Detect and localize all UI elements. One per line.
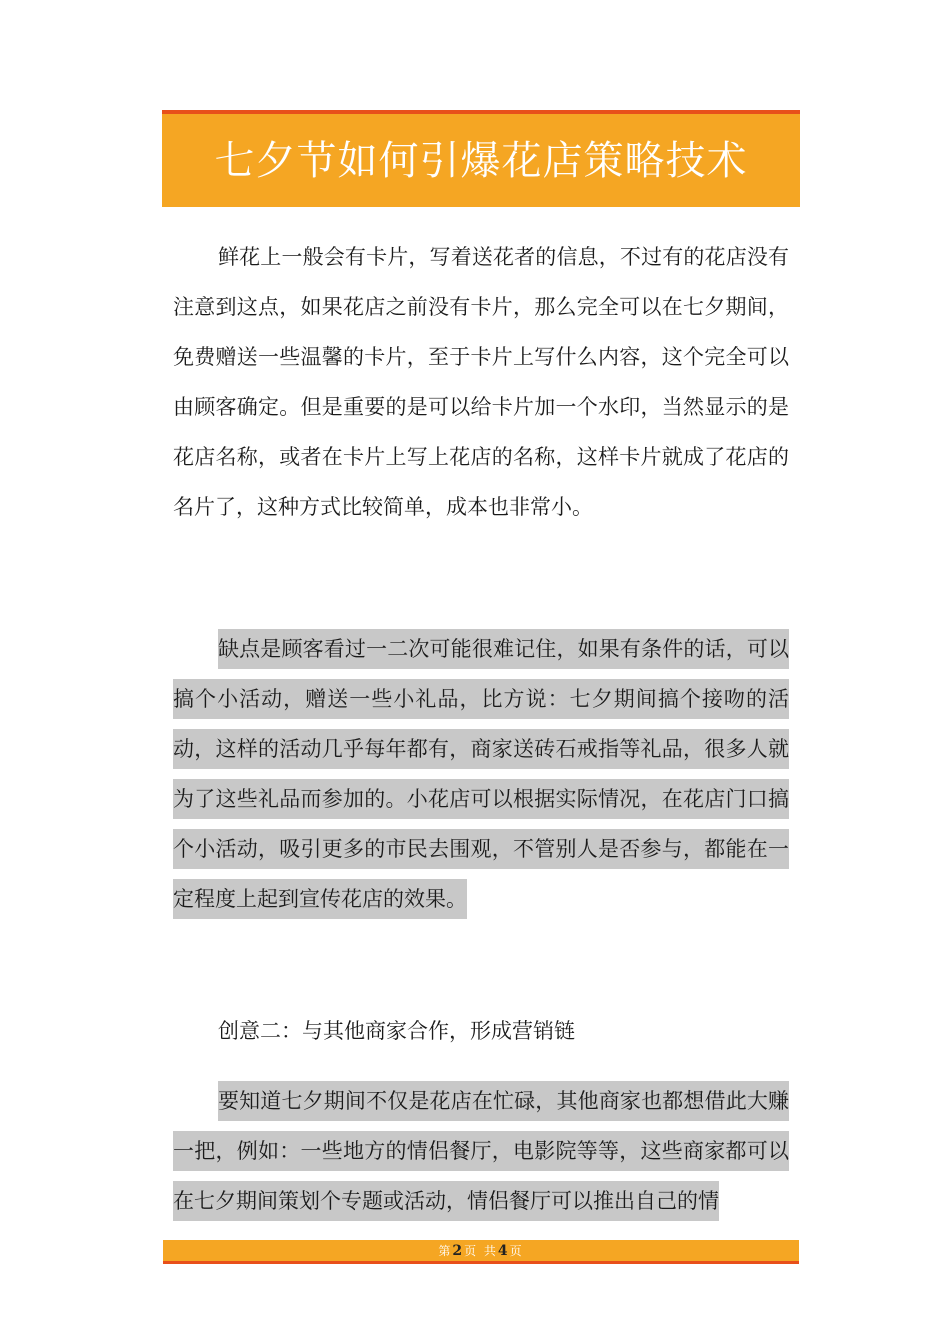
footer-prefix: 第 bbox=[438, 1244, 453, 1258]
footer-total-pages: 4 bbox=[497, 1242, 510, 1259]
footer-current-page: 2 bbox=[452, 1242, 465, 1259]
paragraph-3 bbox=[173, 1076, 789, 1226]
footer-suffix: 页 bbox=[509, 1244, 524, 1258]
paragraph-3-text: 要知道七夕期间不仅是花店在忙碌，其他商家也都想借此大赚一把，例如：一些地方的情侣餐厅，电影院等等，这些商家都可以在七夕期间策划个专题或活动，情侣餐厅可以推出自己的情 bbox=[173, 1081, 789, 1221]
document-title: 七夕节如何引爆花店策略技术 bbox=[214, 137, 748, 184]
paragraph-1-text: 鲜花上一般会有卡片，写着送花者的信息，不过有的花店没有注意到这点，如果花店之前没有卡片，那么完全可以在七夕期间，免费赠送一些温馨的卡片，至于卡片上写什么内容，这个完全可以由顾客确定。但是重要的是可以给卡片加一个水印，当然显示的是花店名称，或者在卡片上写上花店的名称，这样卡片就成了花店的名片了，这种方式比较简单，成本也非常小。 bbox=[173, 245, 789, 519]
paragraph-1 bbox=[173, 232, 789, 532]
page-footer bbox=[163, 1240, 799, 1264]
section-heading: 创意二：与其他商家合作，形成营销链 bbox=[218, 1019, 575, 1043]
title-banner bbox=[162, 110, 800, 207]
paragraph-2-text: 缺点是顾客看过一二次可能很难记住，如果有条件的话，可以搞个小活动，赠送一些小礼品，比方说：七夕期间搞个接吻的活动，这样的活动几乎每年都有，商家送砖石戒指等礼品，很多人就为了这些礼品而参加的。小花店可以根据实际情况，在花店门口搞个小活动，吸引更多的市民去围观，不管别人是否参与，都能在一定程度上起到宣传花店的效果。 bbox=[173, 629, 789, 919]
paragraph-2 bbox=[173, 624, 789, 924]
footer-middle: 页 共 bbox=[464, 1244, 498, 1258]
